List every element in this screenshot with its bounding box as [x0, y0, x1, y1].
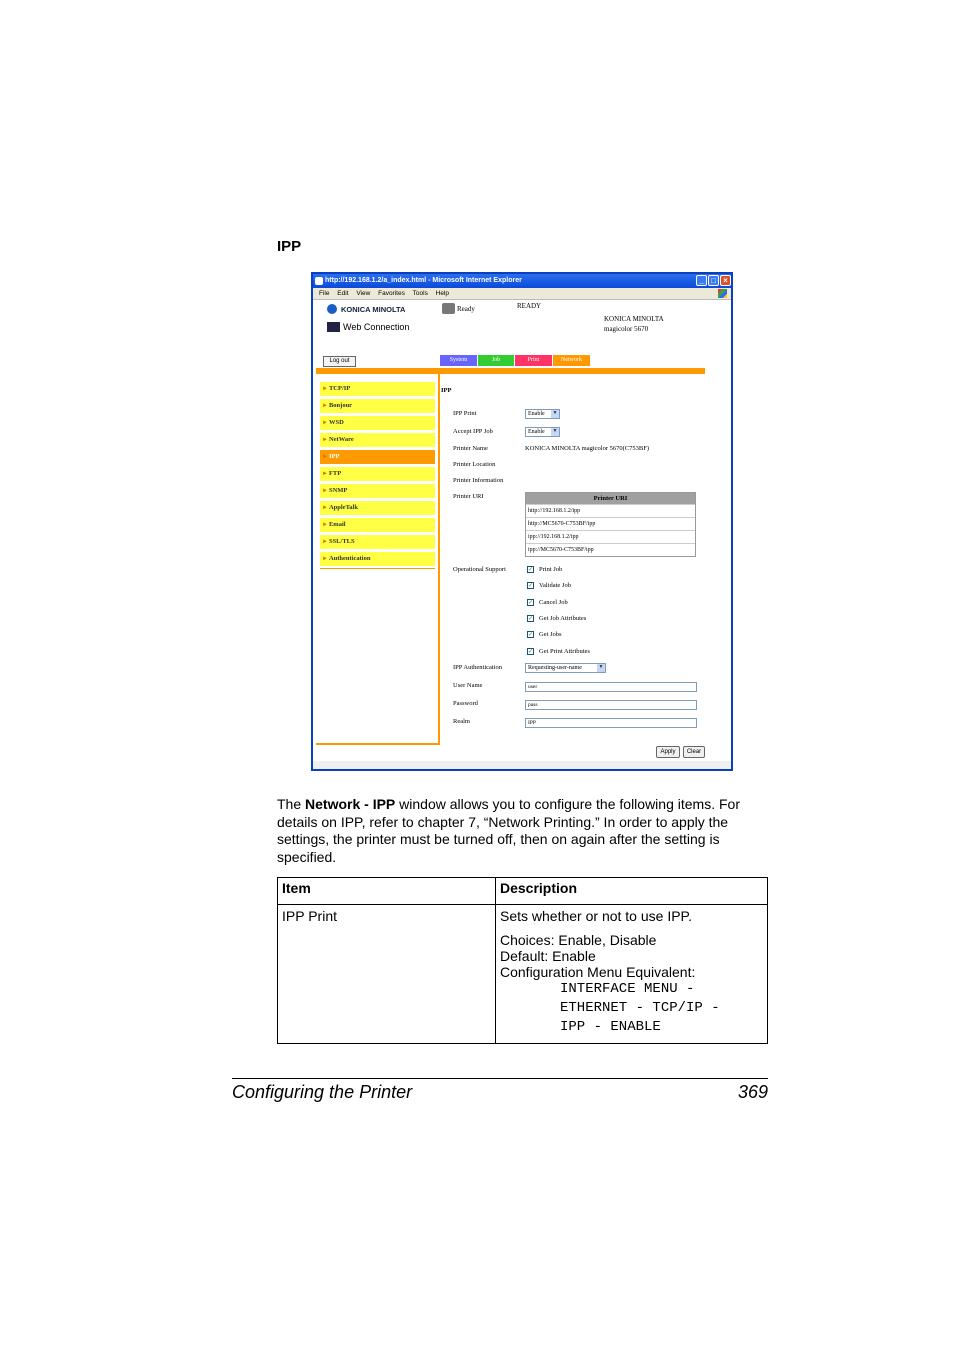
checkbox-print-job[interactable]: ✓ [528, 567, 534, 573]
operational-support-label: Operational Support [453, 566, 506, 573]
printer-model [604, 314, 664, 334]
checkbox-get-jobs[interactable]: ✓ [528, 632, 534, 638]
logout-button[interactable]: Log out [323, 356, 356, 367]
browser-menu-bar [313, 288, 731, 300]
menu-favorites[interactable]: Favorites [378, 290, 405, 297]
brand-logo-text: KONICA MINOLTA [341, 305, 406, 314]
nav-label: TCP/IP [328, 385, 351, 392]
tab-job[interactable]: Job [478, 355, 514, 366]
paragraph-bold: Network - IPP [305, 796, 396, 812]
checkbox-cancel-job[interactable]: ✓ [528, 600, 534, 606]
browser-title: http://192.168.1.2/a_index.html - Microsoft Internet Explorer [325, 277, 522, 284]
arrow-icon: ► [322, 505, 328, 511]
uri-row: http://MC5670-C753BF/ipp [526, 517, 695, 530]
table-header-description: Description [496, 878, 768, 905]
printer-location-label: Printer Location [453, 461, 496, 468]
menu-path-line: INTERFACE MENU - [560, 981, 695, 997]
nav-item-ipp[interactable] [320, 450, 435, 464]
desc-line: Sets whether or not to use IPP. [500, 908, 692, 924]
checkbox-get-job-attributes[interactable]: ✓ [528, 616, 534, 622]
arrow-icon: ► [322, 403, 328, 409]
operation-label: Get Print Attributes [539, 648, 590, 655]
uri-row: ipp://192.168.1.2/ipp [526, 530, 695, 543]
arrow-icon: ► [322, 488, 328, 494]
konica-minolta-logo-icon [327, 304, 337, 314]
side-navigation [320, 382, 435, 569]
password-label: Password [453, 700, 478, 707]
user-name-input[interactable]: user [525, 682, 697, 692]
tab-network[interactable]: Network [553, 355, 590, 366]
web-connection-title: Web Connection [343, 322, 410, 332]
brand-line-2: magicolor 5670 [604, 325, 649, 333]
nav-label: IPP [328, 453, 340, 460]
browser-window-screenshot [311, 272, 733, 771]
nav-item-wsd[interactable] [320, 416, 435, 430]
nav-label: Authentication [328, 555, 371, 562]
nav-item-ftp[interactable] [320, 467, 435, 481]
nav-item-netware[interactable] [320, 433, 435, 447]
section-title: IPP [277, 238, 302, 255]
checkbox-get-print-attributes[interactable]: ✓ [528, 649, 534, 655]
arrow-icon: ► [322, 386, 328, 392]
operation-label: Print Job [539, 566, 563, 573]
browser-status-bar [313, 761, 731, 771]
arrow-icon: ► [322, 471, 328, 477]
nav-item-email[interactable] [320, 518, 435, 532]
paragraph-text: The [277, 796, 306, 812]
tab-system[interactable]: System [440, 355, 477, 366]
uri-row: http://192.168.1.2/ipp [526, 504, 695, 517]
arrow-icon: ► [322, 539, 328, 545]
page-heading: IPP [441, 387, 452, 394]
brand-line-1: KONICA MINOLTA [604, 315, 664, 323]
password-input[interactable]: pass [525, 700, 697, 710]
clear-button[interactable]: Clear [683, 746, 705, 758]
chevron-down-icon: ▼ [598, 665, 604, 670]
table-cell-description [496, 905, 768, 1044]
ipp-print-select[interactable] [525, 409, 560, 419]
checkbox-validate-job[interactable]: ✓ [528, 583, 534, 589]
arrow-icon: ► [322, 454, 328, 460]
operation-label: Cancel Job [539, 599, 568, 606]
tab-underline-bar [316, 368, 705, 374]
pagescope-icon [327, 322, 340, 332]
printer-name-label: Printer Name [453, 445, 488, 452]
table-header-row [278, 878, 768, 905]
desc-default: Default: Enable [500, 948, 596, 964]
nav-divider [320, 568, 435, 569]
intro-paragraph [277, 796, 769, 866]
nav-item-ssltls[interactable] [320, 535, 435, 549]
printer-information-label: Printer Information [453, 477, 504, 484]
desc-choices: Choices: Enable, Disable [500, 932, 657, 948]
nav-item-appletalk[interactable] [320, 501, 435, 515]
bottom-divider [316, 743, 440, 745]
arrow-icon: ► [322, 420, 328, 426]
windows-flag-icon [718, 289, 727, 298]
menu-tools[interactable]: Tools [412, 290, 428, 297]
select-value: Requesting-user-name [528, 665, 582, 671]
printer-uri-label: Printer URI [453, 493, 484, 500]
arrow-icon: ► [322, 437, 328, 443]
nav-label: WSD [328, 419, 344, 426]
menu-file[interactable]: File [319, 290, 330, 297]
menu-edit[interactable]: Edit [337, 290, 349, 297]
arrow-icon: ► [322, 556, 328, 562]
nav-label: FTP [328, 470, 342, 477]
chevron-down-icon: ▼ [552, 429, 558, 434]
close-icon[interactable]: × [720, 275, 731, 286]
accept-ipp-job-label: Accept IPP Job [453, 428, 493, 435]
uri-row: ipp://MC5670-C753BF/ipp [526, 543, 695, 556]
table-header-item: Item [278, 878, 496, 905]
nav-label: AppleTalk [328, 504, 358, 511]
nav-item-bonjour[interactable] [320, 399, 435, 413]
operation-label: Get Jobs [539, 631, 562, 638]
printer-uri-table [525, 492, 696, 557]
status-icon-label: Ready [457, 305, 475, 313]
minimize-icon[interactable]: _ [696, 275, 707, 286]
operation-label: Validate Job [539, 582, 571, 589]
menu-view[interactable]: View [356, 290, 371, 297]
chevron-down-icon: ▼ [552, 411, 558, 416]
menu-help[interactable]: Help [435, 290, 450, 297]
realm-label: Realm [453, 718, 470, 725]
browser-title-bar [313, 274, 731, 288]
apply-button[interactable]: Apply [656, 746, 680, 758]
printer-name-value: KONICA MINOLTA magicolor 5670(C753BF) [525, 445, 650, 452]
nav-label: Email [328, 521, 346, 528]
desc-config-equiv: Configuration Menu Equivalent: [500, 964, 696, 980]
nav-item-tcpip[interactable] [320, 382, 435, 396]
nav-item-snmp[interactable] [320, 484, 435, 498]
vertical-divider [438, 374, 440, 743]
maximize-icon[interactable]: □ [708, 275, 719, 286]
printer-status-icon [442, 303, 455, 314]
arrow-icon: ► [322, 522, 328, 528]
accept-ipp-job-select[interactable] [525, 427, 560, 437]
nav-label: Bonjour [328, 402, 353, 409]
select-value: Enable [528, 429, 545, 435]
settings-table [277, 877, 768, 1044]
nav-item-authentication[interactable] [320, 552, 435, 566]
ipp-authentication-label: IPP Authentication [453, 664, 503, 671]
nav-label: SNMP [328, 487, 348, 494]
ipp-authentication-select[interactable] [525, 663, 606, 673]
tab-print[interactable]: Print [515, 355, 552, 366]
menu-path-line: ETHERNET - TCP/IP - [560, 1000, 720, 1016]
ipp-print-label: IPP Print [453, 410, 477, 417]
footer-title: Configuring the Printer [232, 1082, 413, 1102]
select-value: Enable [528, 411, 545, 417]
table-row [278, 905, 768, 1044]
paragraph-text: window allows you to configure the following items. For details on IPP, refer to chapter 7, “Network Printing.” In order to apply the settings, the printer must be turned off, then on again after the setting is specified. [277, 796, 740, 865]
footer-rule [232, 1078, 768, 1079]
realm-input[interactable]: IPP [525, 718, 697, 728]
page-number: 369 [737, 1082, 768, 1102]
user-name-label: User Name [453, 682, 483, 689]
table-cell-item: IPP Print [278, 905, 496, 1044]
uri-table-header: Printer URI [526, 493, 695, 504]
menu-path-line: IPP - ENABLE [560, 1019, 661, 1035]
nav-label: SSL/TLS [328, 538, 355, 545]
nav-label: NetWare [328, 436, 354, 443]
operation-label: Get Job Attributes [539, 615, 587, 622]
status-text: READY [517, 302, 542, 310]
ie-icon [315, 277, 323, 285]
